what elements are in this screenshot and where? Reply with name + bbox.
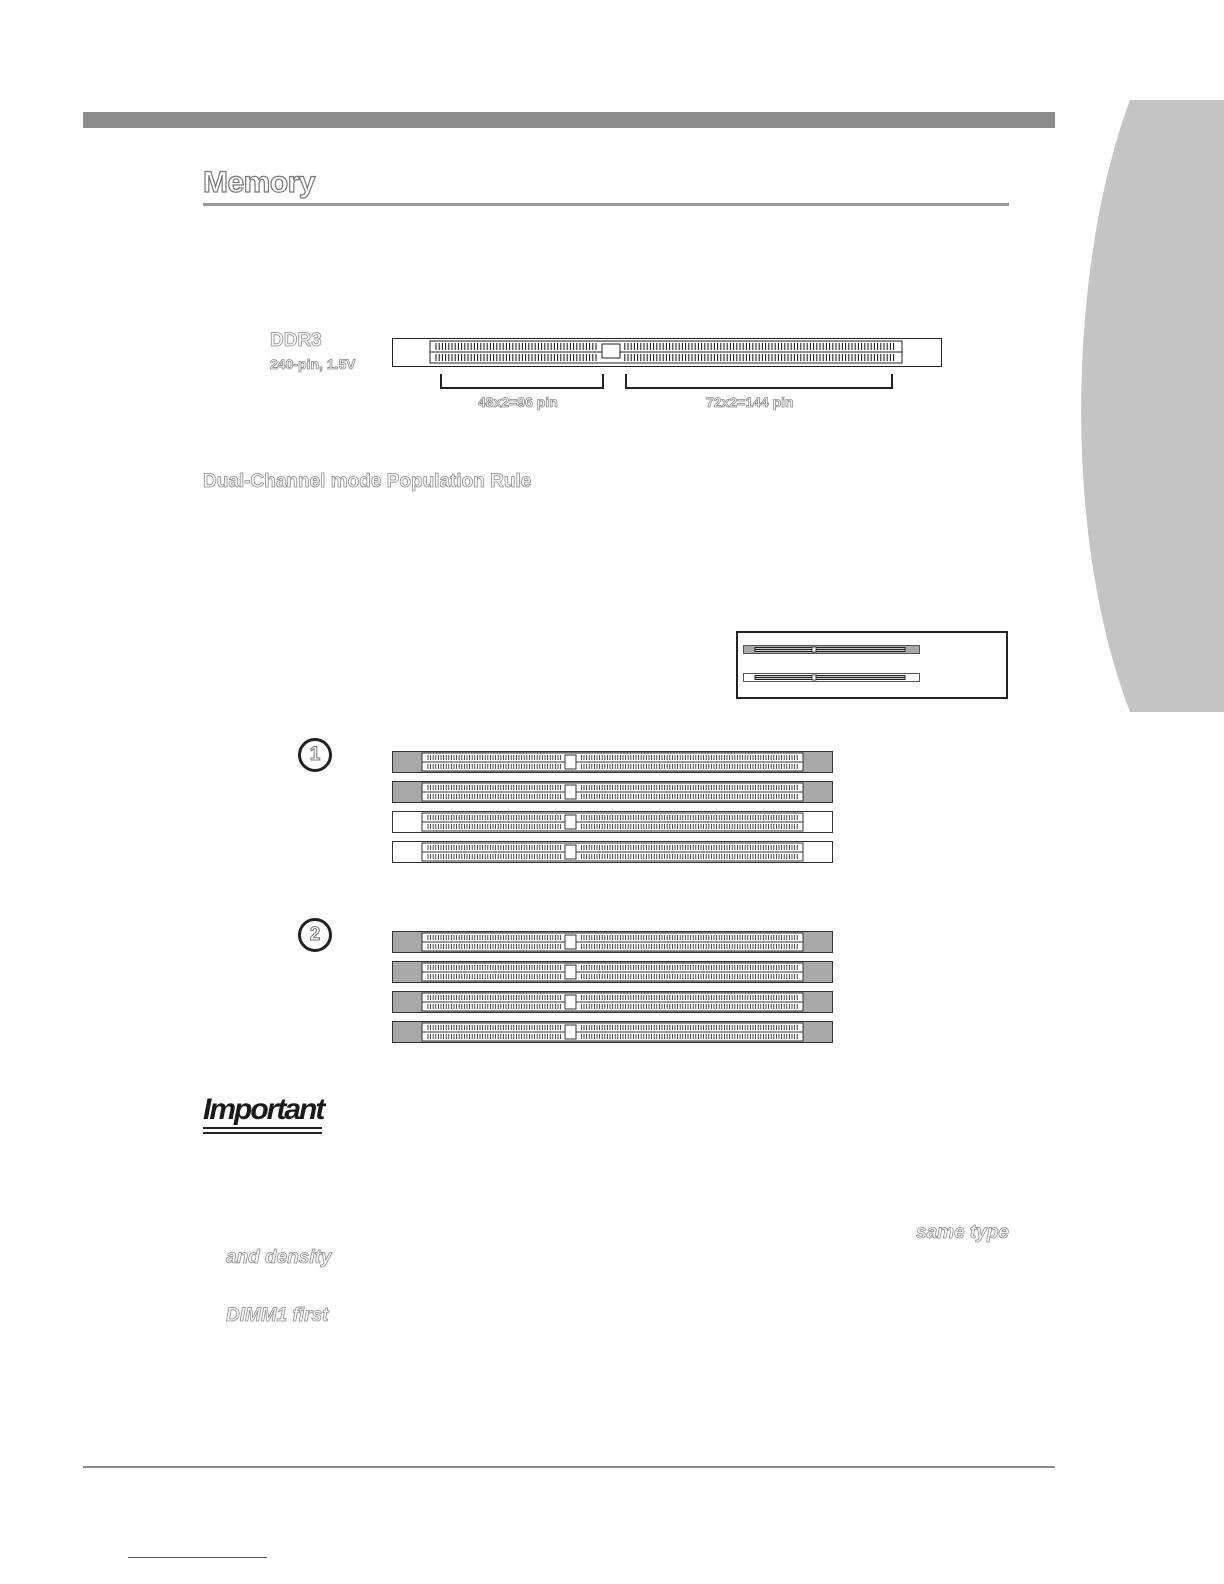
memory-slot: [393, 842, 833, 863]
page-title: Memory: [203, 166, 316, 199]
header-bar: [83, 112, 1055, 128]
side-thumb-tab: [1060, 100, 1224, 712]
legend-box: [736, 631, 1008, 699]
memory-slot: [393, 812, 833, 833]
memory-slot: [393, 1022, 833, 1043]
config-2-slots: [392, 931, 833, 1056]
footer-rule: [83, 1466, 1055, 1468]
note-same-type: same type: [916, 1222, 1009, 1243]
section-heading: Dual-Channel mode Population Rule: [203, 471, 532, 492]
dimm-type-label: DDR3: [270, 330, 322, 351]
title-underline: [203, 203, 1009, 206]
pins-left-label: 48x2=96 pin: [478, 394, 558, 410]
pin-brackets: [438, 372, 896, 392]
pins-right-label: 72x2=144 pin: [706, 394, 794, 410]
memory-slot: [393, 782, 833, 803]
config-1-slots: [392, 751, 833, 876]
config-number-2: 2: [298, 918, 332, 952]
important-underline-2: [203, 1132, 322, 1134]
dimm-spec-label: 240-pin, 1.5V: [270, 356, 356, 372]
important-underline: [203, 1127, 322, 1129]
memory-slot: [393, 932, 833, 953]
config-number-1: 1: [298, 738, 332, 772]
memory-slot: [393, 962, 833, 983]
memory-slot: [393, 992, 833, 1013]
memory-slot: [393, 752, 833, 773]
footer-link-underline: [128, 1557, 267, 1558]
legend-slots: [743, 645, 921, 685]
note-dimm1-first: DIMM1 first: [226, 1305, 329, 1326]
important-heading: Important: [203, 1093, 324, 1126]
legend-installed-slot: [744, 646, 920, 654]
legend-empty-slot: [744, 674, 920, 682]
note-and-density: and density: [226, 1247, 332, 1268]
dimm-module-diagram: [392, 338, 943, 368]
